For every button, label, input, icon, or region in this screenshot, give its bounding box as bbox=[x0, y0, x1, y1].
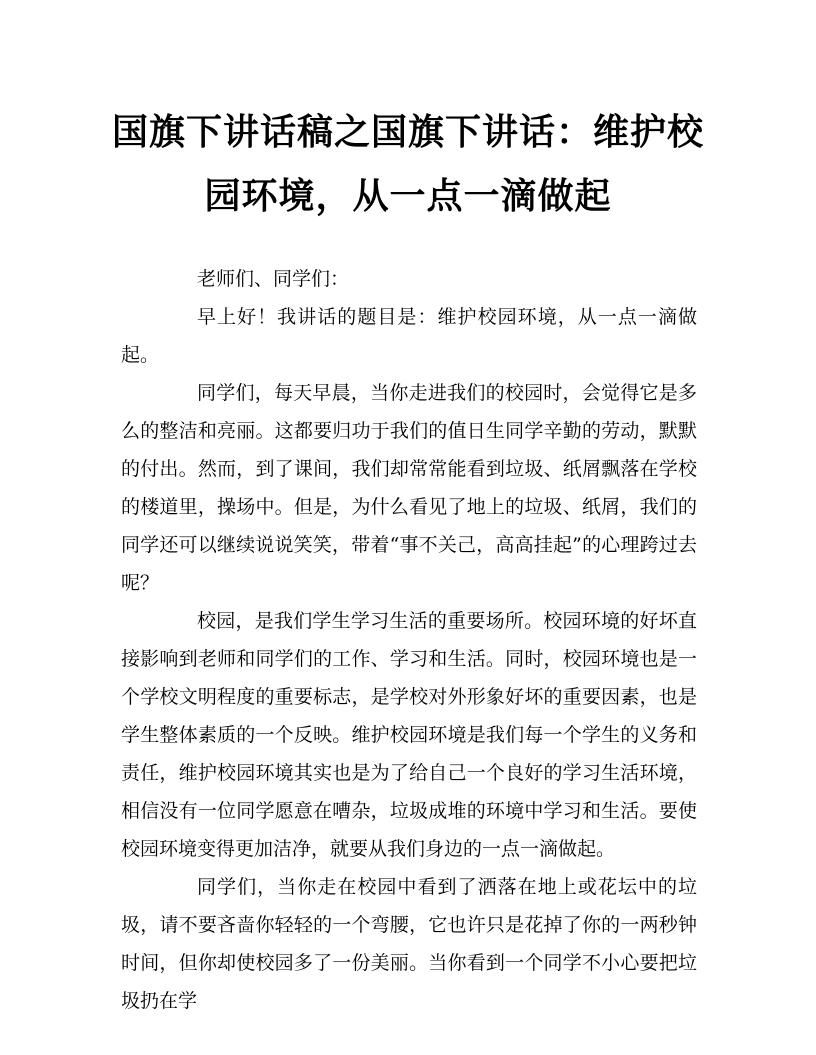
document-title: 国旗下讲话稿之国旗下讲话：维护校园环境，从一点一滴做起 bbox=[111, 111, 704, 217]
paragraph-salutation: 老师们、同学们： bbox=[197, 268, 350, 290]
paragraph-greeting: 早上好！我讲话的题目是：维护校园环境，从一点一滴做起。 bbox=[121, 306, 697, 366]
paragraph-importance: 校园，是我们学生学习生活的重要场所。校园环境的好坏直接影响到老师和同学们的工作、学习和生活。同时，校园环境也是一个学校文明程度的重要标志，是学校对外形象好坏的重要因素，也是学生整体素质的一个反映。维护校园环境是我们每一个学生的义务和责任，维护校园环境其实也是为了给自己一个良好的学习生活环境，相信没有一位同学愿意在嘈杂，垃圾成堆的环境中学习和生活。要使校园环境变得更加洁净，就要从我们身边的一点一滴做起。 bbox=[121, 610, 697, 860]
paragraph-observation: 同学们，每天早晨，当你走进我们的校园时，会觉得它是多么的整洁和亮丽。这都要归功于我们的值日生同学辛勤的劳动，默默的付出。然而，到了课间，我们却常常能看到垃圾、纸屑飘落在学校的楼道里，操场中。但是，为什么看见了地上的垃圾、纸屑，我们的同学还可以继续说说笑笑，带着“事不关己，高高挂起”的心理跨过去呢？ bbox=[121, 382, 697, 594]
document-body bbox=[121, 260, 697, 1020]
paragraph-call-to-action: 同学们，当你走在校园中看到了洒落在地上或花坛中的垃圾，请不要吝啬你轻轻的一个弯腰，它也许只是花掉了你的一两秒钟时间，但你却使校园多了一份美丽。当你看到一个同学不小心要把垃圾扔在学 bbox=[121, 876, 697, 1012]
